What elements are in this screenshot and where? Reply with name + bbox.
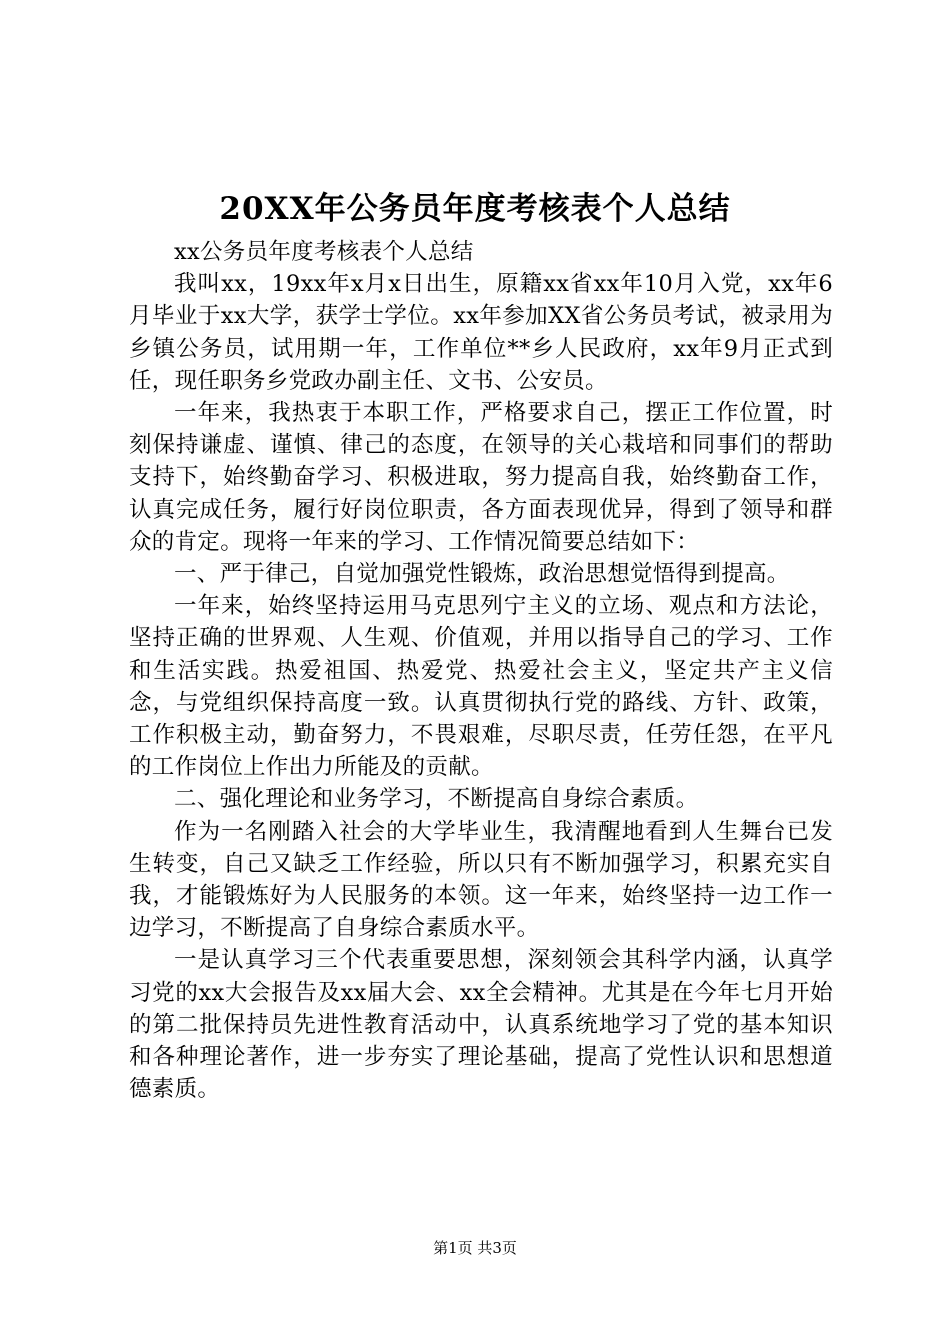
paragraph-personal-info: 我叫xx，19xx年x月x日出生，原籍xx省xx年10月入党，xx年6月毕业于xx大学，获学士学位。xx年参加XX省公务员考试，被录用为乡镇公务员，试用期一年，工作单位**乡人民政府，xx年9月正式到任，现任职务乡党政办副主任、文书、公安员。 [129,271,833,394]
document-body [129,236,833,1105]
section-heading-2: 二、强化理论和业务学习，不断提高自身综合素质。 [174,786,699,813]
paragraph-political-thought: 一年来，始终坚持运用马克思列宁主义的立场、观点和方法论，坚持正确的世界观、人生观、价值观，并用以指导自己的学习、工作和生活实践。热爱祖国、热爱党、热爱社会主义，坚定共产主义信念，与党组织保持高度一致。认真贯彻执行党的路线、方针、政策，工作积极主动，勤奋努力，不畏艰难，尽职尽责，任劳任怨，在平凡的工作岗位上作出力所能及的贡献。 [129,593,833,781]
paragraph-study: 作为一名刚踏入社会的大学毕业生，我清醒地看到人生舞台已发生转变，自己又缺乏工作经验，所以只有不断加强学习，积累充实自我，才能锻炼好为人民服务的本领。这一年来，始终坚持一边工作一边学习，不断提高了自身综合素质水平。 [129,818,833,942]
paragraph-subtitle: xx公务员年度考核表个人总结 [174,239,474,265]
page-footer: 第1页 共3页 [433,1239,517,1257]
paragraph-theory-study: 一是认真学习三个代表重要思想，深刻领会其科学内涵，认真学习党的xx大会报告及xx届大会、xx全会精神。尤其是在今年七月开始的第二批保持员先进性教育活动中，认真系统地学习了党的基本知识和各种理论著作，进一步夯实了理论基础，提高了党性认识和思想道德素质。 [129,947,833,1103]
paragraph-overview: 一年来，我热衷于本职工作，严格要求自己，摆正工作位置，时刻保持谦虚、谨慎、律己的态度，在领导的关心栽培和同事们的帮助支持下，始终勤奋学习、积极进取，努力提高自我，始终勤奋工作，认真完成任务，履行好岗位职责，各方面表现优异，得到了领导和群众的肯定。现将一年来的学习、工作情况简要总结如下： [129,400,833,555]
section-heading-1: 一、严于律己，自觉加强党性锻炼，政治思想觉悟得到提高。 [174,561,790,588]
document-title: 20XX年公务员年度考核表个人总结 [219,191,731,227]
